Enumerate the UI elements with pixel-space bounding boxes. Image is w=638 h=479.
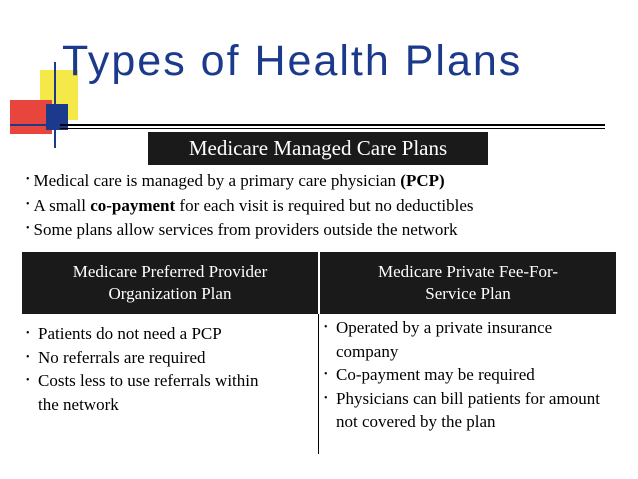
bullet-item: • A small co-payment for each visit is required but no deductibles	[26, 195, 474, 215]
title-underline	[60, 124, 605, 126]
ppo-plan-list	[26, 322, 268, 416]
bullet-item: • Some plans allow services from providers outside the network	[26, 220, 458, 239]
bullet-item: • Medical care is managed by a primary care physician (PCP)	[26, 171, 445, 190]
bullet-dot-icon: •	[26, 328, 30, 339]
pffs-plan-header: Medicare Private Fee-For- Service Plan	[320, 252, 616, 314]
bullet-dot-icon: •	[324, 369, 328, 380]
section-banner: Medicare Managed Care Plans	[148, 132, 488, 165]
decorative-blue-square	[46, 104, 68, 130]
list-item: • Co-payment may be required	[324, 363, 614, 387]
bullet-list	[26, 168, 474, 242]
pffs-plan-list	[324, 316, 614, 434]
list-item: • Patients do not need a PCP	[26, 322, 268, 346]
list-item: • Physicians can bill patients for amount not covered by the plan	[324, 388, 600, 431]
bullet-dot-icon: •	[26, 351, 30, 363]
decorative-horizontal-line	[10, 124, 60, 126]
list-item: • Costs less to use referrals within the network	[26, 371, 259, 414]
page-title: Types of Health Plans	[62, 37, 523, 85]
column-divider	[318, 314, 319, 454]
bullet-dot-icon: •	[26, 174, 30, 185]
decorative-vertical-line	[54, 62, 56, 148]
ppo-plan-header: Medicare Preferred Provider Organization Plan	[22, 252, 318, 314]
bullet-dot-icon: •	[324, 392, 328, 404]
bullet-dot-icon: •	[26, 198, 30, 210]
list-item: • No referrals are required	[26, 346, 268, 370]
list-item: • Operated by a private insurance company	[324, 318, 553, 361]
bullet-dot-icon: •	[26, 223, 30, 234]
bullet-dot-icon: •	[26, 375, 30, 386]
bullet-dot-icon: •	[324, 322, 328, 333]
title-underline-thin	[60, 128, 605, 129]
